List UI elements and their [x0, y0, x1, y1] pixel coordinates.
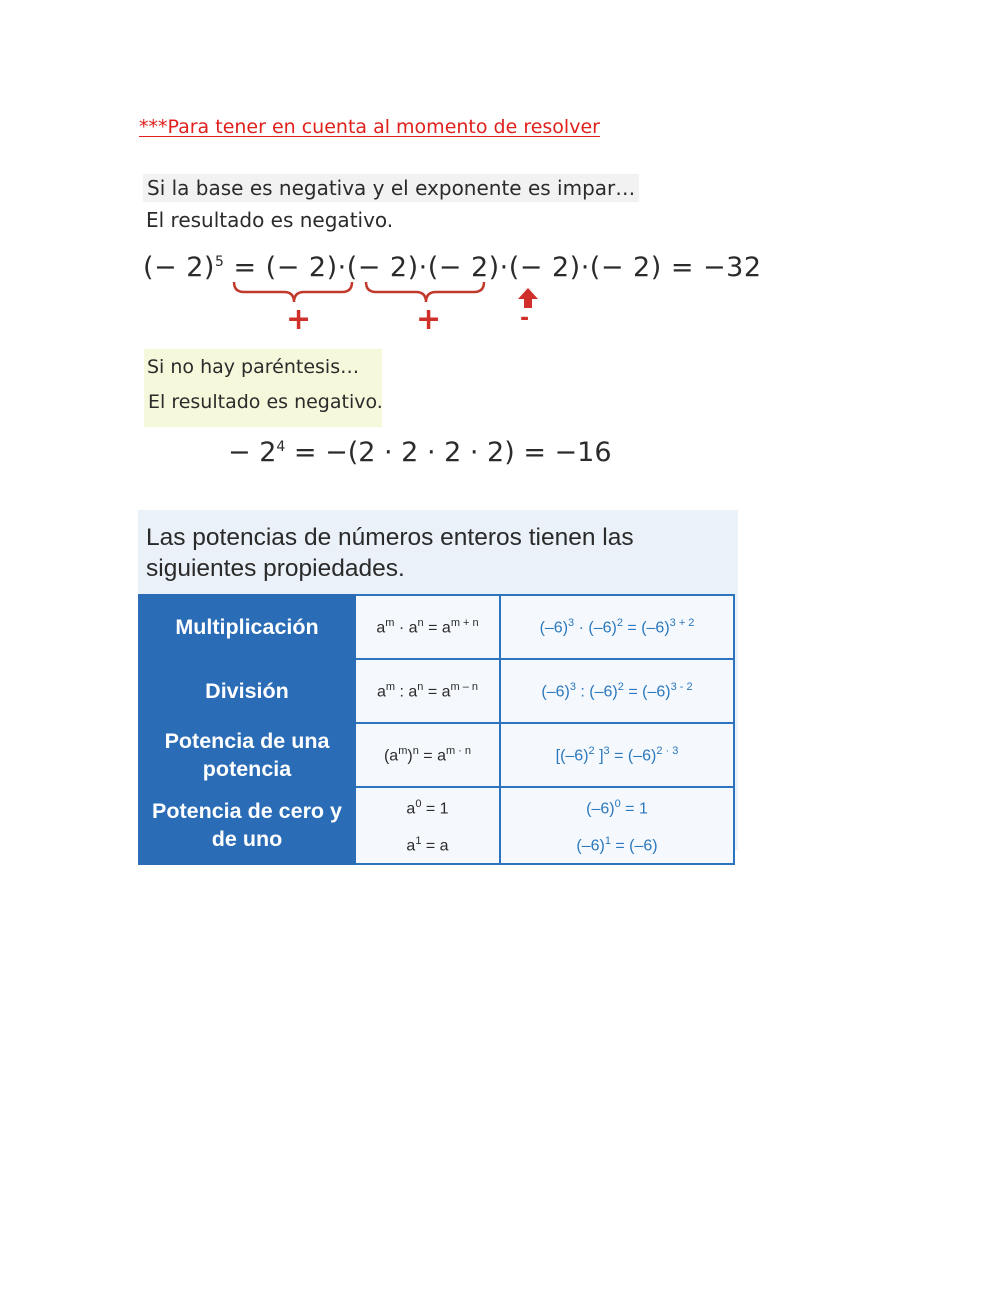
table-row — [139, 723, 734, 787]
grouping-braces — [228, 278, 548, 308]
property-name: Potencia de cero y de uno — [139, 787, 355, 864]
properties-intro: Las potencias de números enteros tienen las siguientes propiedades. — [146, 524, 634, 582]
property-example: $(-6)^3$ : $(-6)^2 = (-6)^{3 - 2}$ — [500, 659, 734, 723]
property-name: Potencia de una potencia — [139, 723, 355, 787]
sign-plus-1: + — [286, 302, 312, 337]
sign-plus-2: + — [416, 302, 442, 337]
rule1-equation: (− 2)$^5$ = (− 2)·(− 2)·(− 2)·(− 2)·(− 2) = −32 — [143, 252, 762, 283]
property-example: [$(-6)^2$ ]$^3 = (-6)^{2 \cdot 3}$ — [500, 723, 734, 787]
property-rule: $a^0 = 1$ $a^1 = a$ — [355, 787, 500, 864]
rule2-equation: − $2^4 = -(2 \cdot 2 \cdot 2 \cdot 2) = -16$ — [228, 437, 612, 468]
note-heading: ***Para tener en cuenta al momento de resolver — [139, 116, 600, 138]
property-name: División — [139, 659, 355, 723]
rule2-line: El resultado es negativo. — [148, 391, 383, 413]
table-row — [139, 787, 734, 864]
property-name: Multiplicación — [139, 595, 355, 659]
table-row — [139, 595, 734, 659]
rule1-line: El resultado es negativo. — [146, 208, 394, 232]
properties-table — [138, 594, 735, 865]
property-example: $(-6)^3 \cdot (-6)^2 = (-6)^{3 + 2}$ — [500, 595, 734, 659]
table-row — [139, 659, 734, 723]
property-rule: $(a^m)^n = a^{m \cdot n}$ — [355, 723, 500, 787]
property-rule: $a^m \cdot a^n = a^{m + n}$ — [355, 595, 500, 659]
property-rule: $a^m$ : $a^n = a^{m - n}$ — [355, 659, 500, 723]
rule2-heading: Si no hay paréntesis… — [147, 356, 360, 378]
rule1-heading: Si la base es negativa y el exponente es impar… — [143, 174, 639, 202]
sign-minus: - — [520, 306, 530, 331]
property-example: $(-6)^0 = 1$ $(-6)^1 = (-6)$ — [500, 787, 734, 864]
